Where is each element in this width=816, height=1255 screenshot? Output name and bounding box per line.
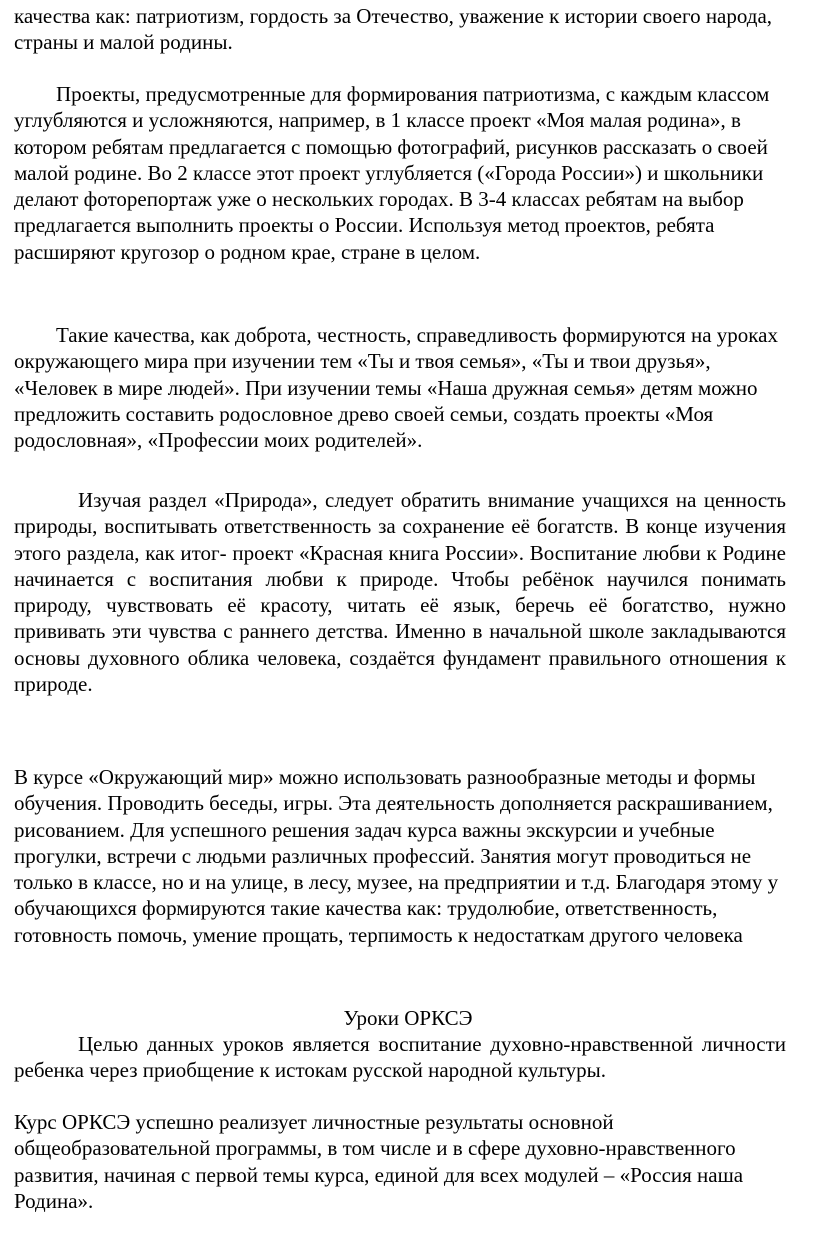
paragraph-projects: Проекты, предусмотренные для формирования патриотизма, с каждым классом углубляются и усложняются, например, в 1 классе проект «Моя малая родина», в котором ребятам предлагается с помощью фотографий, рисунков рассказать о своей малой родине. Во 2 классе этот проект углубляется («Города России») и школьники делают фоторепортаж уже о нескольких городах. В 3-4 классах ребятам на выбор предлагается выполнить проекты о России. Используя метод проектов, ребята расширяют кругозор о родном крае, стране в целом.	[14, 82, 770, 264]
paragraph-course-methods: В курсе «Окружающий мир» можно использовать разнообразные методы и формы обучения. Проводить беседы, игры. Эта деятельность дополняется раскрашиванием, рисованием. Для успешного решения задач курса важны экскурсии и учебные прогулки, встречи с людьми различных профессий. Занятия могут проводиться не только в классе, но и на улице, в лесу, музее, на предприятии и т.д. Благодаря этому у обучающихся формируются такие качества как: трудолюбие, ответственность, готовность помочь, умение прощать, терпимость к недостаткам другого человека	[14, 765, 779, 947]
section-heading-orkse: Уроки ОРКСЭ	[343, 1006, 473, 1030]
paragraph-family-qualities: Такие качества, как доброта, честность, справедливость формируются на уроках окружающего мира при изучении тем «Ты и твоя семья», «Ты и твои друзья», «Человек в мире людей». При изучении темы «Наша дружная семья» детям можно предложить составить родословное древо своей семьи, создать проекты «Моя родословная», «Профессии моих родителей».	[14, 323, 778, 453]
paragraph-patriotism-qualities: качества как: патриотизм, гордость за Отечество, уважение к истории своего народа, страны и малой родины.	[14, 4, 773, 55]
paragraph-orkse-course: Курс ОРКСЭ успешно реализует личностные результаты основной общеобразовательной программы, в том числе и в сфере духовно-нравственного развития, начиная с первой темы курса, единой для всех модулей – «Россия наша Родина».	[14, 1110, 744, 1213]
paragraph-orkse-goal: Целью данных уроков является воспитание духовно-нравственной личности ребенка через приобщение к истокам русской народной культуры.	[14, 1032, 786, 1083]
paragraph-nature-section: Изучая раздел «Природа», следует обратить внимание учащихся на ценность природы, воспитывать ответственность за сохранение её богатств. В конце изучения этого раздела, как итог- проект «Красная книга России». Воспитание любви к Родине начинается с воспитания любви к природе. Чтобы ребёнок научился понимать природу, чувствовать её красоту, читать её язык, беречь её богатство, нужно прививать эти чувства с раннего детства. Именно в начальной школе закладываются основы духовного облика человека, создаётся фундамент правильного отношения к природе.	[14, 488, 786, 697]
